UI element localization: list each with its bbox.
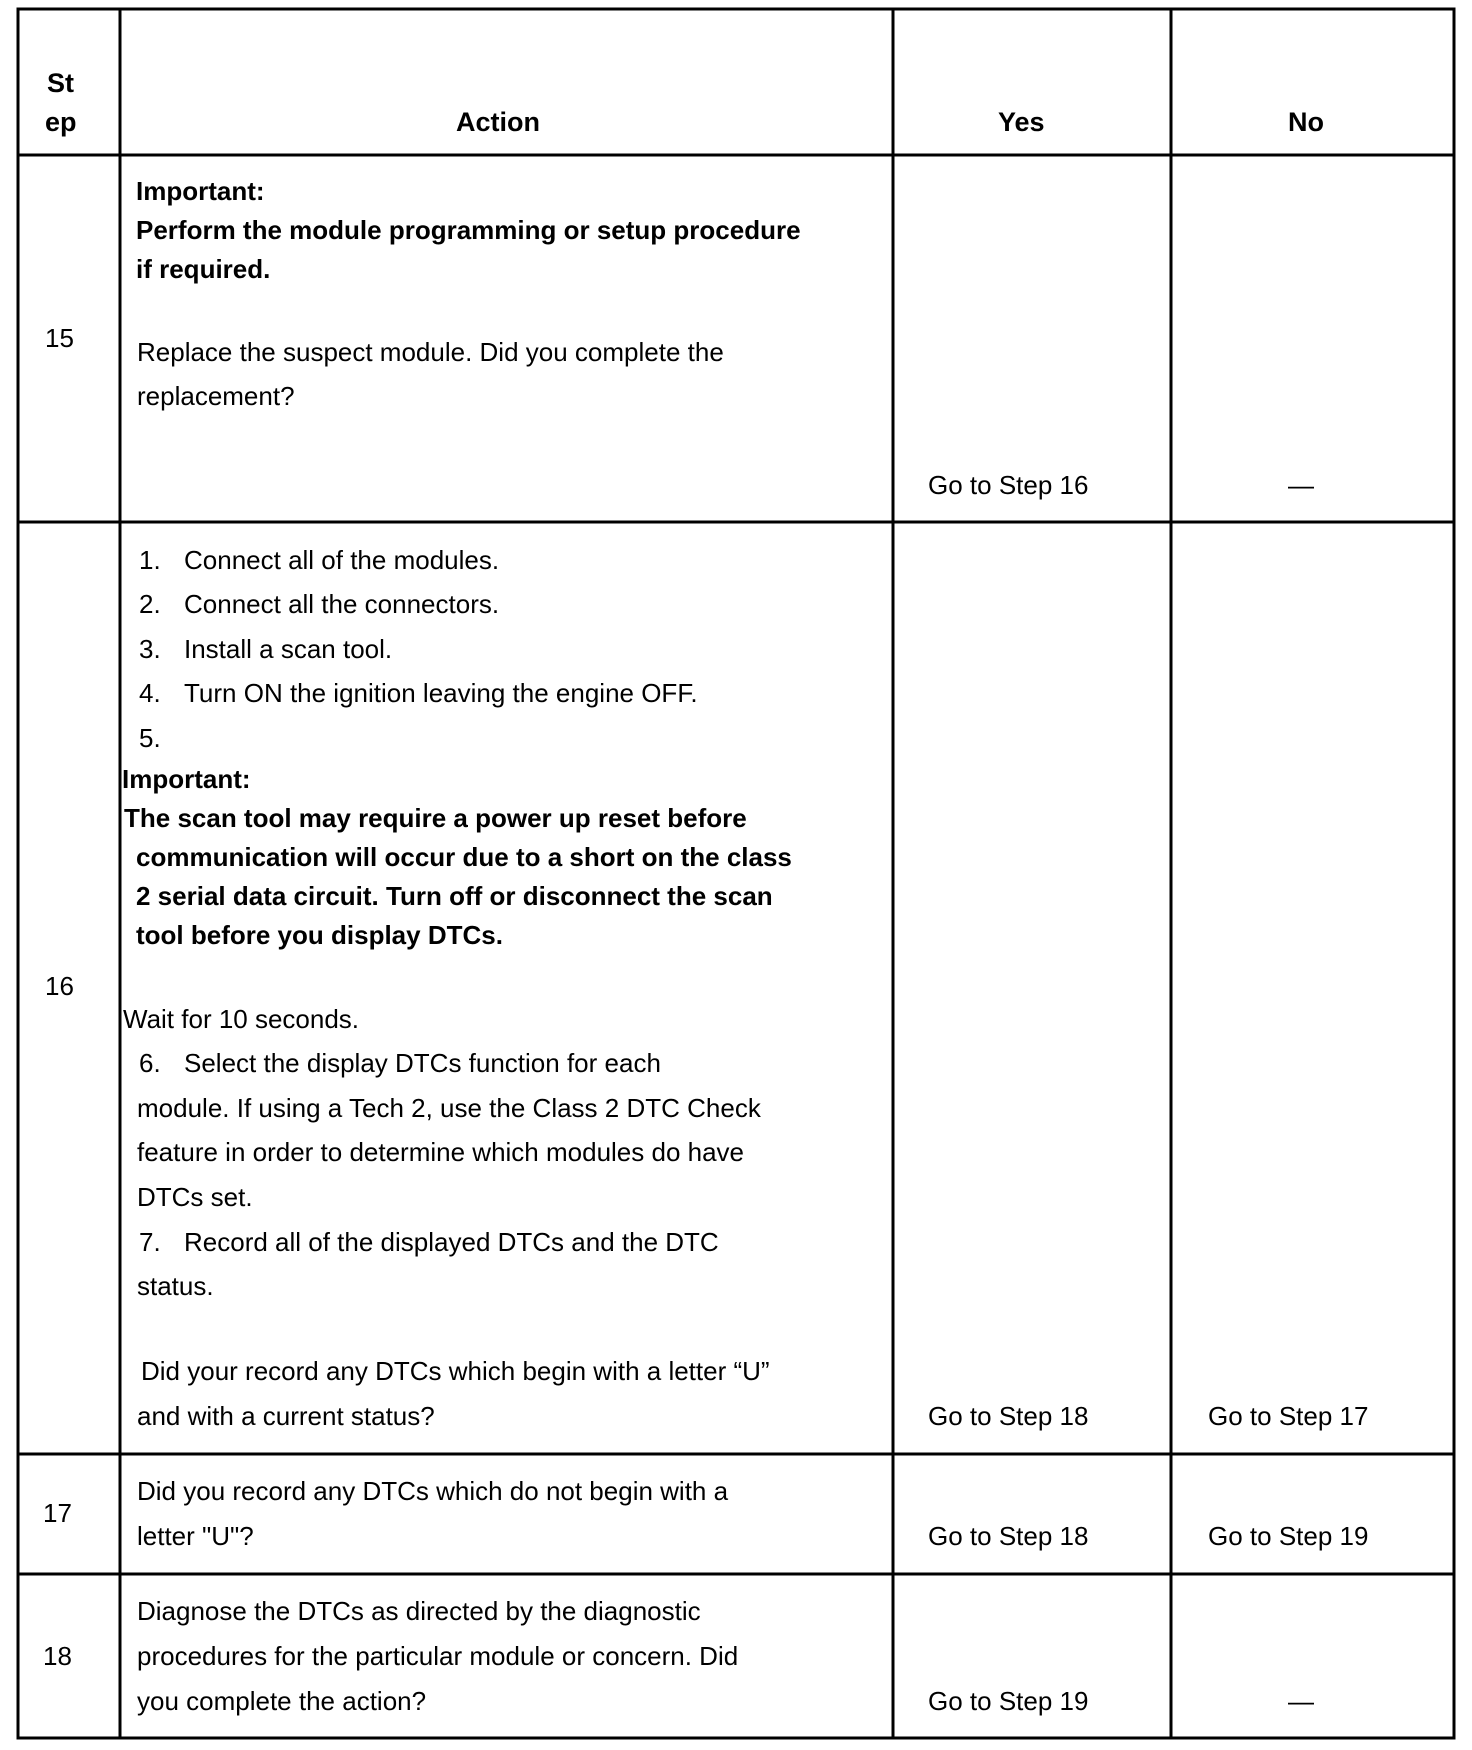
list-item-number: 4. — [139, 678, 161, 708]
action-text: Did you record any DTCs which do not begin with a — [137, 1476, 729, 1506]
important-text: The scan tool may require a power up reset before — [124, 803, 747, 833]
step-number: 17 — [43, 1498, 72, 1528]
important-label: Important: — [136, 176, 265, 206]
list-item-number: 3. — [139, 634, 161, 664]
question-text: and with a current status? — [137, 1401, 435, 1431]
no-dash: — — [1288, 1686, 1314, 1716]
list-item-number: 6. — [139, 1048, 161, 1078]
important-text: if required. — [136, 254, 271, 284]
header-step-line2: ep — [45, 107, 77, 137]
list-item-text: Connect all of the modules. — [184, 545, 500, 575]
list-item-text: feature in order to determine which modules do have — [137, 1137, 745, 1167]
list-item-text: Select the display DTCs function for each — [184, 1048, 661, 1078]
important-text: 2 serial data circuit. Turn off or disconnect the scan — [136, 881, 773, 911]
step-number: 16 — [45, 971, 74, 1001]
list-item-text: Record all of the displayed DTCs and the DTC — [184, 1227, 719, 1257]
no-link: Go to Step 17 — [1208, 1401, 1369, 1431]
yes-link: Go to Step 18 — [928, 1521, 1089, 1551]
header-step-line1: St — [47, 68, 74, 98]
list-item-text: Install a scan tool. — [184, 634, 393, 664]
step-number: 18 — [43, 1641, 72, 1671]
important-text: Perform the module programming or setup procedure — [136, 215, 801, 245]
yes-link: Go to Step 19 — [928, 1686, 1089, 1716]
header-yes: Yes — [998, 107, 1045, 137]
wait-text: Wait for 10 seconds. — [123, 1004, 360, 1034]
action-text: replacement? — [137, 381, 295, 411]
question-text: Did your record any DTCs which begin with a letter “U” — [141, 1356, 770, 1386]
list-item-number: 5. — [139, 723, 161, 753]
no-dash: — — [1288, 470, 1314, 500]
list-item-text: Turn ON the ignition leaving the engine OFF. — [184, 678, 698, 708]
important-text: tool before you display DTCs. — [136, 920, 503, 950]
yes-link: Go to Step 16 — [928, 470, 1089, 500]
action-text: procedures for the particular module or concern. Did — [137, 1641, 739, 1671]
action-text: Replace the suspect module. Did you complete the — [137, 337, 724, 367]
list-item-text: module. If using a Tech 2, use the Class 2 DTC Check — [137, 1093, 761, 1123]
action-text: Diagnose the DTCs as directed by the diagnostic — [137, 1596, 701, 1626]
no-link: Go to Step 19 — [1208, 1521, 1369, 1551]
list-item-text: DTCs set. — [137, 1182, 253, 1212]
header-no: No — [1288, 107, 1324, 137]
important-text: communication will occur due to a short on the class — [136, 842, 792, 872]
important-label: Important: — [122, 764, 251, 794]
list-item-text: Connect all the connectors. — [184, 589, 500, 619]
list-item-text: status. — [137, 1271, 214, 1301]
step-number: 15 — [45, 323, 74, 353]
yes-link: Go to Step 18 — [928, 1401, 1089, 1431]
list-item-number: 7. — [139, 1227, 161, 1257]
header-action: Action — [456, 107, 540, 137]
action-text: letter "U"? — [137, 1521, 254, 1551]
list-item-number: 2. — [139, 589, 161, 619]
action-text: you complete the action? — [137, 1686, 427, 1716]
list-item-number: 1. — [139, 545, 161, 575]
